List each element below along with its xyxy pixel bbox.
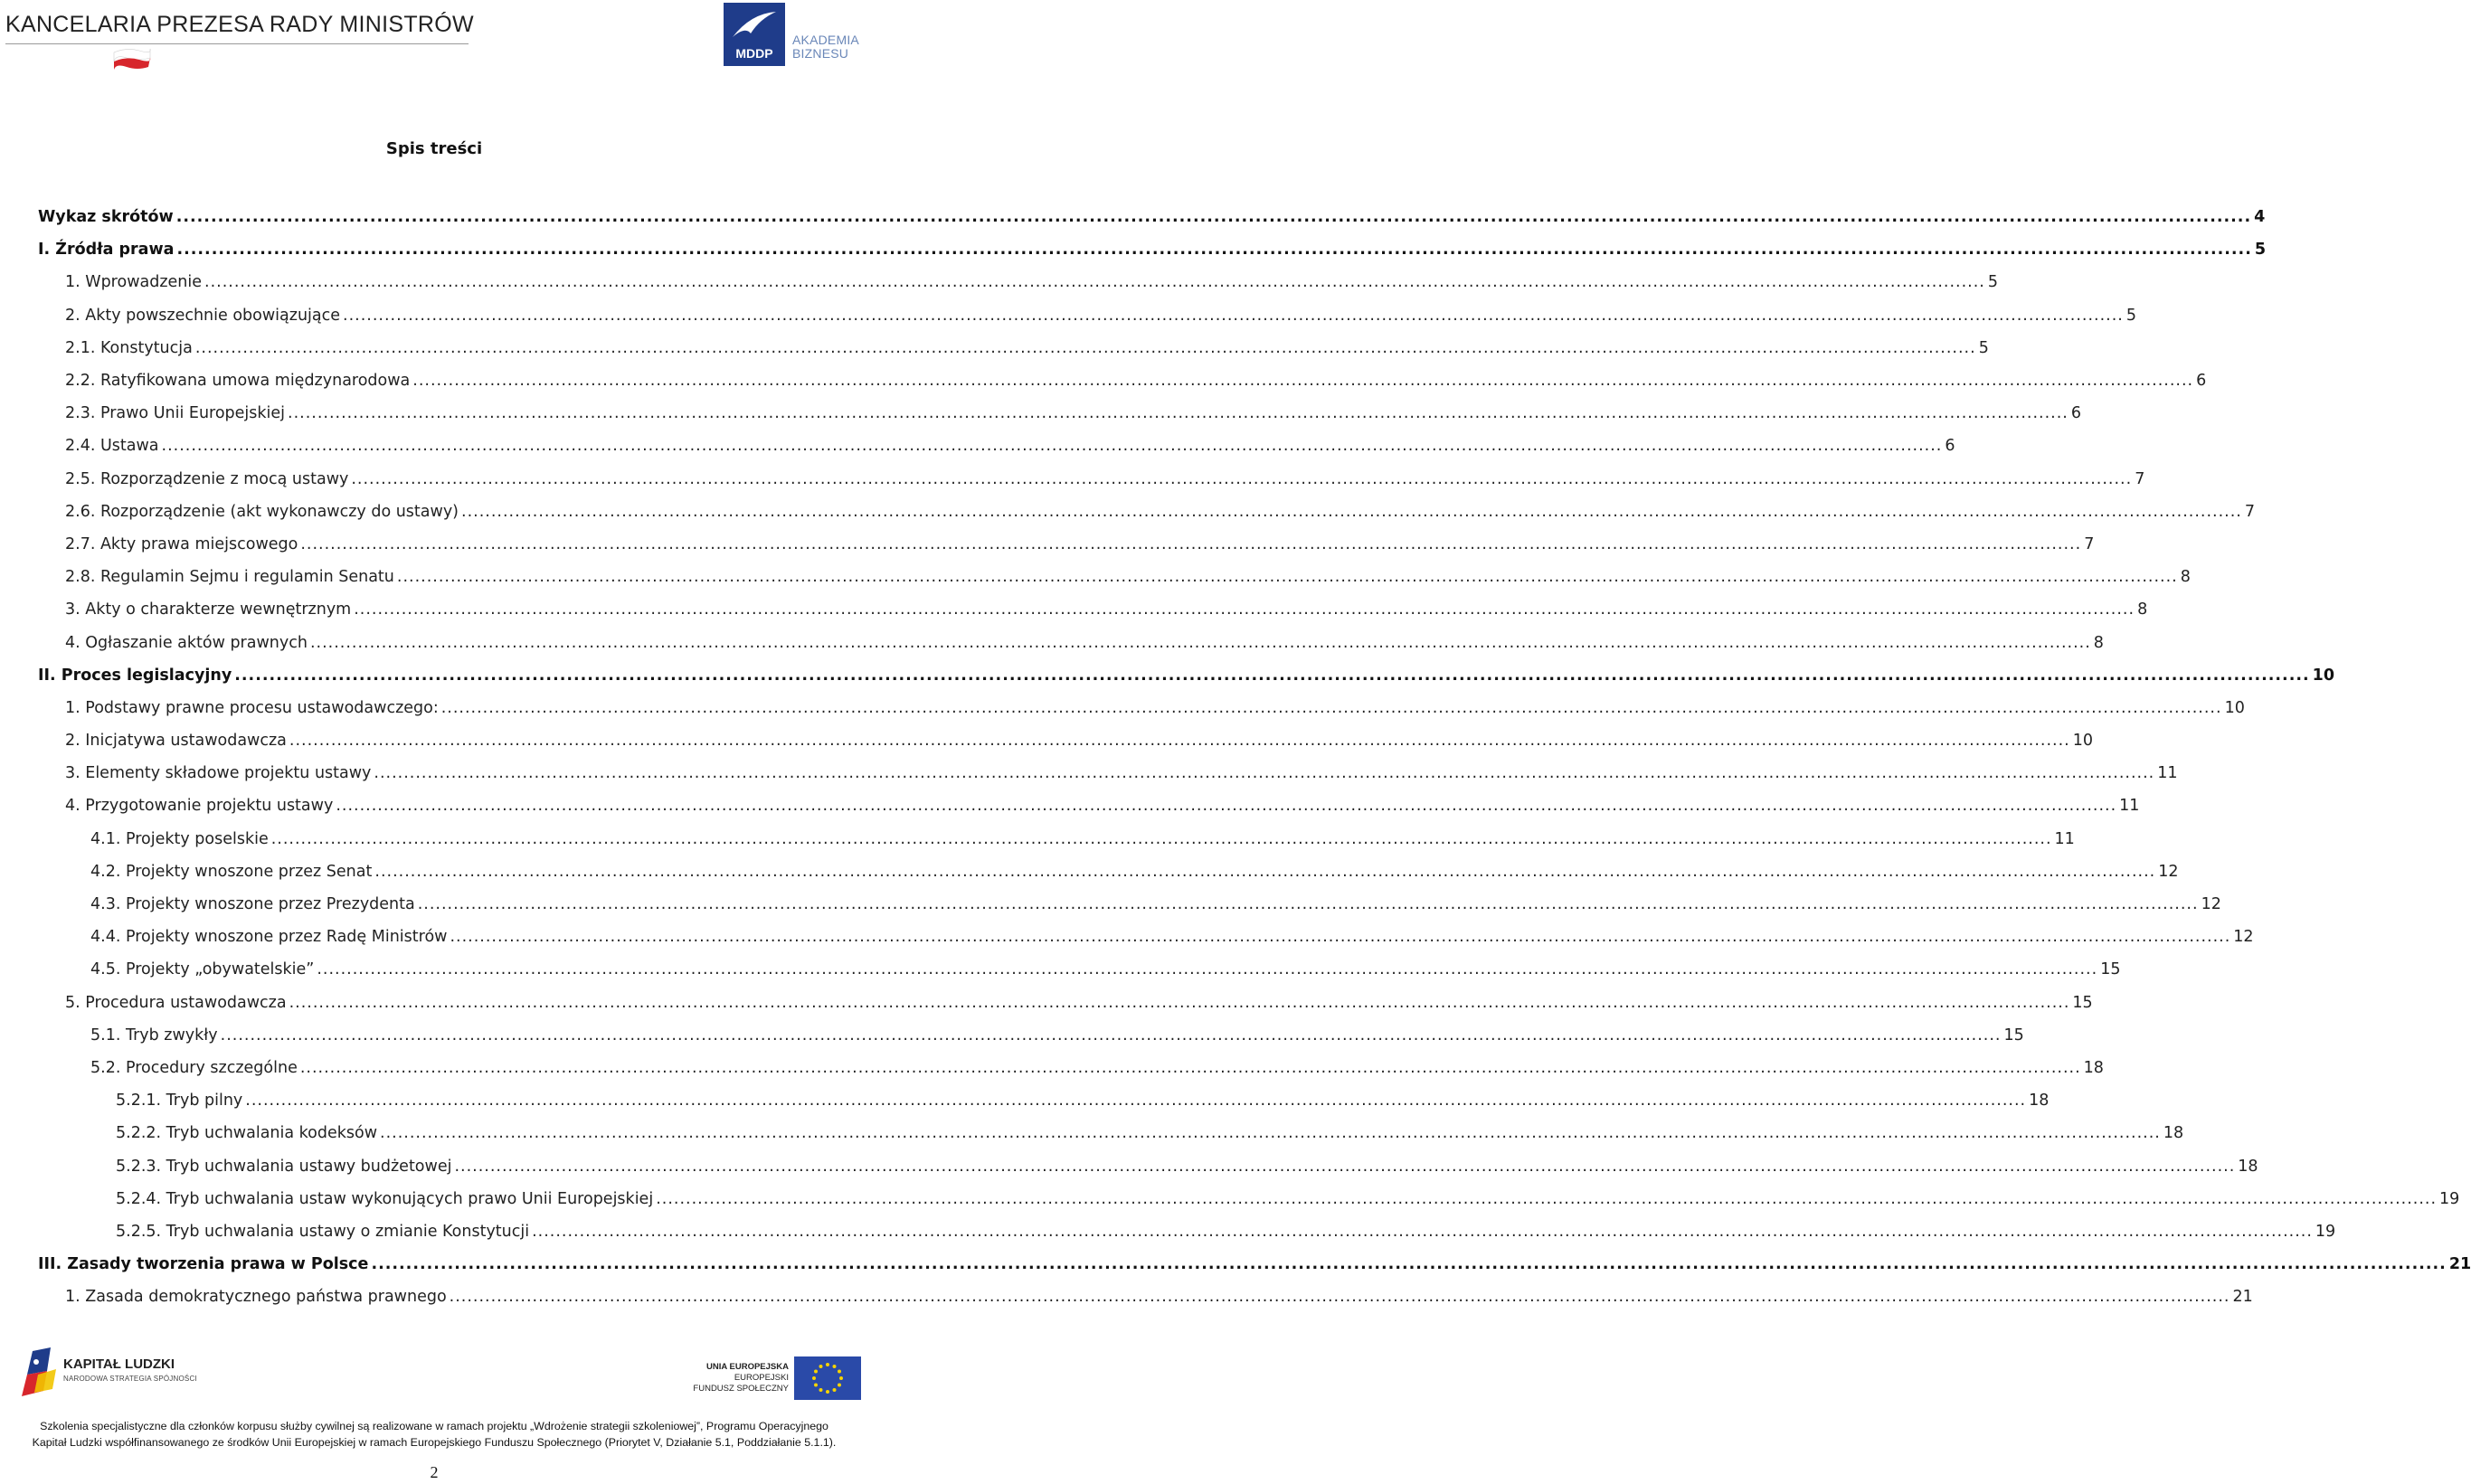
toc-entry-page: 12 [2201,895,2221,914]
toc-entry-label: 1. Zasada demokratycznego państwa prawnego [65,1288,447,1307]
toc-entry-page: 11 [2054,829,2075,848]
eu-star-icon [839,1376,843,1380]
eu-caption: UNIA EUROPEJSKA EUROPEJSKI FUNDUSZ SPOŁECZNY [693,1362,789,1394]
toc-leader-dots: ............................................................................................................................................................................................................................................................................................................ [204,273,1985,292]
toc-entry-page: 19 [2315,1222,2336,1241]
toc-leader-dots: ............................................................................................................................................................................................................................................................................................................ [396,568,2178,587]
toc-entry-label: 2.7. Akty prawa miejscowego [65,534,298,553]
toc-leader-dots: ............................................................................................................................................................................................................................................................................................................ [175,208,2252,227]
toc-leader-dots: ............................................................................................................................................................................................................................................................................................................ [656,1189,2438,1208]
toc-entry-page: 6 [2196,372,2207,391]
toc-leader-dots: ............................................................................................................................................................................................................................................................................................................ [176,241,2252,260]
toc-entry[interactable] [38,266,1998,298]
toc-leader-dots: ............................................................................................................................................................................................................................................................................................................ [299,1058,2081,1077]
header-rule [5,43,469,44]
toc-entry-page: 7 [2135,469,2145,488]
eu-star-icon [814,1370,818,1374]
institution-name: KANCELARIA PREZESA RADY MINISTRÓW [5,12,474,37]
toc-entry[interactable] [38,921,2254,953]
toc-entry-page: 10 [2312,666,2335,685]
toc-entry-label: 5.2.2. Tryb uchwalania kodeksów [116,1124,378,1143]
eu-star-icon [833,1388,837,1392]
kprm-logo [5,11,474,38]
toc-leader-dots: ............................................................................................................................................................................................................................................................................................................ [374,862,2156,881]
toc-entry[interactable] [38,496,2255,528]
toc-entry-label: 5.2.3. Tryb uchwalania ustawy budżetowej [116,1157,452,1176]
eu-logo [673,1356,861,1404]
toc-entry[interactable] [38,757,2178,789]
toc-entry[interactable] [38,1052,2104,1084]
toc-entry[interactable] [38,1281,2253,1313]
toc-leader-dots: ............................................................................................................................................................................................................................................................................................................ [417,895,2199,914]
footer-project-note: Szkolenia specjalistyczne dla członków korpusu służby cywilnej są realizowane w ramach projektu „Wdrożenie strategii szkoleniowej”, Programu Operacyjnego Kapitał Ludzki współfinansowanego ze środków Unii Europejskiej w ramach Europejskiego Funduszu Społecznego (Priorytet V, Działanie 5.1, Poddziałanie 5.1.1). [32,1420,837,1449]
toc-entry-label: I. Źródła prawa [38,241,175,260]
toc-entry-page: 5 [1987,273,1998,292]
toc-leader-dots: ............................................................................................................................................................................................................................................................................................................ [234,666,2310,685]
toc-entry-page: 15 [2003,1026,2024,1044]
toc-entry-page: 19 [2439,1189,2460,1208]
toc-leader-dots: ............................................................................................................................................................................................................................................................................................................ [300,534,2082,553]
page-number: 2 [430,1463,439,1481]
toc-leader-dots: ............................................................................................................................................................................................................................................................................................................ [270,829,2052,848]
toc-entry-page: 10 [2224,698,2245,717]
toc-leader-dots: ............................................................................................................................................................................................................................................................................................................ [161,437,1943,456]
eu-star-icon [814,1384,818,1387]
toc-leader-dots: ............................................................................................................................................................................................................................................................................................................ [374,764,2155,783]
toc-entry-page: 5 [2254,241,2267,260]
toc-entry-label: 3. Elementy składowe projektu ustawy [65,764,372,783]
toc-entry-label: 4.1. Projekty poselskie [90,829,269,848]
mddp-label: MDDP [735,46,773,61]
toc-entry[interactable] [38,1149,2258,1182]
toc-leader-dots: ............................................................................................................................................................................................................................................................................................................ [532,1222,2313,1241]
toc-entry[interactable] [38,1215,2336,1248]
toc-entry[interactable] [38,1248,2471,1281]
eu-star-icon [838,1384,841,1387]
mddp-logo [724,3,865,68]
toc-leader-dots: ............................................................................................................................................................................................................................................................................................................ [461,502,2242,521]
toc-entry-page: 7 [2084,534,2095,553]
kl-subtitle: NARODOWA STRATEGIA SPÓJNOŚCI [63,1375,197,1383]
kapital-ludzki-logo [20,1347,197,1404]
toc-entry-page: 18 [2238,1157,2258,1176]
toc-leader-dots: ............................................................................................................................................................................................................................................................................................................ [288,404,2069,423]
toc-entry[interactable] [38,1019,2024,1052]
toc-leader-dots: ............................................................................................................................................................................................................................................................................................................ [336,797,2117,816]
toc-entry[interactable] [38,692,2245,724]
toc-entry[interactable] [38,201,2266,233]
toc-leader-dots: ............................................................................................................................................................................................................................................................................................................ [380,1124,2161,1143]
eu-star-icon [838,1370,841,1374]
toc-entry-label: 2.6. Rozporządzenie (akt wykonawczy do ustawy) [65,502,459,521]
toc-title: Spis treści [385,139,483,158]
toc-entry-label: 5. Procedura ustawodawcza [65,993,287,1012]
toc-entry[interactable] [38,463,2145,496]
toc-leader-dots: ............................................................................................................................................................................................................................................................................................................ [440,698,2222,717]
toc-leader-dots: ............................................................................................................................................................................................................................................................................................................ [289,993,2070,1012]
toc-entry-label: 5.2.4. Tryb uchwalania ustaw wykonujących prawo Unii Europejskiej [116,1189,654,1208]
toc-entry[interactable] [38,659,2335,692]
toc-leader-dots: ............................................................................................................................................................................................................................................................................................................ [309,633,2091,652]
akademia-caption: AKADEMIA BIZNESU [792,33,859,61]
toc-entry[interactable] [38,561,2191,593]
eu-star-icon [826,1390,829,1394]
toc-leader-dots: ............................................................................................................................................................................................................................................................................................................ [220,1026,2002,1044]
toc-entry-page: 18 [2163,1124,2184,1143]
toc-entry-page: 4 [2254,208,2266,227]
toc-entry-label: 2.4. Ustawa [65,437,159,456]
toc-entry[interactable] [38,855,2179,888]
toc-entry-page: 12 [2233,928,2254,947]
toc-entry-label: 5.2.1. Tryb pilny [116,1092,243,1111]
toc-entry-label: 3. Akty o charakterze wewnętrznym [65,600,352,619]
toc-leader-dots: ............................................................................................................................................................................................................................................................................................................ [351,469,2133,488]
kl-title: KAPITAŁ LUDZKI [63,1356,175,1372]
toc-leader-dots: ............................................................................................................................................................................................................................................................................................................ [194,338,1976,357]
toc-entry-label: 2. Akty powszechnie obowiązujące [65,306,341,325]
toc-entry[interactable] [38,1183,2460,1215]
toc-entry-label: 5.1. Tryb zwykły [90,1026,218,1044]
toc-leader-dots: ............................................................................................................................................................................................................................................................................................................ [449,1288,2230,1307]
toc-entry[interactable] [38,332,1989,364]
toc-entry-label: 2.8. Regulamin Sejmu i regulamin Senatu [65,568,394,587]
kl-emblem-icon [20,1347,60,1404]
toc-entry[interactable] [38,233,2267,266]
toc-entry-page: 8 [2180,568,2191,587]
toc-entry-page: 21 [2232,1288,2253,1307]
eu-star-icon [826,1363,829,1366]
toc-leader-dots: ............................................................................................................................................................................................................................................................................................................ [454,1157,2236,1176]
toc-leader-dots: ............................................................................................................................................................................................................................................................................................................ [245,1092,2027,1111]
toc-entry-label: 4. Przygotowanie projektu ustawy [65,797,334,816]
toc-entry-page: 18 [2029,1092,2050,1111]
toc-entry-page: 8 [2137,600,2148,619]
table-of-contents [38,201,2471,1313]
toc-entry-label: II. Proces legislacyjny [38,666,232,685]
toc-leader-dots: ............................................................................................................................................................................................................................................................................................................ [371,1255,2447,1274]
eu-flag-icon [794,1356,861,1400]
toc-entry-label: Wykaz skrótów [38,208,174,227]
toc-entry-page: 11 [2119,797,2140,816]
toc-entry-label: 1. Wprowadzenie [65,273,203,292]
toc-entry-label: 2.2. Ratyfikowana umowa międzynarodowa [65,372,411,391]
toc-entry-page: 6 [2070,404,2082,423]
toc-entry-label: 4. Ogłaszanie aktów prawnych [65,633,308,652]
toc-entry[interactable] [38,430,1955,462]
toc-entry-page: 12 [2158,862,2179,881]
toc-entry-label: 4.3. Projekty wnoszone przez Prezydenta [90,895,415,914]
eu-star-icon [819,1388,823,1392]
toc-entry-label: 2. Inicjatywa ustawodawcza [65,732,287,751]
eu-star-icon [833,1365,837,1368]
toc-entry-label: 5.2.5. Tryb uchwalania ustawy o zmianie Konstytucji [116,1222,530,1241]
toc-entry[interactable] [38,397,2082,430]
toc-entry[interactable] [38,593,2148,626]
toc-leader-dots: ............................................................................................................................................................................................................................................................................................................ [354,600,2135,619]
toc-entry-label: 2.3. Prawo Unii Europejskiej [65,404,286,423]
toc-entry[interactable] [38,987,2093,1019]
toc-leader-dots: ............................................................................................................................................................................................................................................................................................................ [412,372,2194,391]
toc-entry-page: 15 [2072,993,2093,1012]
toc-entry-label: 1. Podstawy prawne procesu ustawodawczego: [65,698,439,717]
toc-entry[interactable] [38,626,2104,658]
toc-leader-dots: ............................................................................................................................................................................................................................................................................................................ [450,928,2231,947]
toc-entry[interactable] [38,1117,2184,1149]
toc-leader-dots: ............................................................................................................................................................................................................................................................................................................ [317,960,2098,979]
eu-star-icon [812,1376,816,1380]
toc-entry-label: 4.5. Projekty „obywatelskie” [90,960,315,979]
toc-leader-dots: ............................................................................................................................................................................................................................................................................................................ [289,732,2070,751]
toc-entry[interactable] [38,888,2221,921]
toc-entry-page: 6 [1945,437,1955,456]
toc-entry-page: 18 [2083,1058,2104,1077]
toc-entry-label: 5.2. Procedury szczególne [90,1058,298,1077]
toc-entry[interactable] [38,1084,2050,1117]
toc-entry-page: 7 [2244,502,2255,521]
toc-entry-label: III. Zasady tworzenia prawa w Polsce [38,1255,369,1274]
toc-entry-page: 5 [1978,338,1989,357]
toc-entry[interactable] [38,789,2140,822]
toc-entry-label: 4.2. Projekty wnoszone przez Senat [90,862,373,881]
toc-entry[interactable] [38,364,2207,397]
toc-entry-label: 2.1. Konstytucja [65,338,193,357]
toc-leader-dots: ............................................................................................................................................................................................................................................................................................................ [343,306,2124,325]
toc-entry[interactable] [38,299,2136,332]
bird-icon [724,6,785,46]
toc-entry[interactable] [38,953,2121,986]
eu-star-icon [819,1365,823,1368]
toc-entry[interactable] [38,528,2095,561]
mddp-logo-box [724,3,785,66]
toc-entry-label: 4.4. Projekty wnoszone przez Radę Ministrów [90,928,448,947]
polish-flag-icon [112,47,152,71]
toc-entry-page: 21 [2448,1255,2471,1274]
toc-entry[interactable] [38,823,2075,855]
toc-entry-label: 2.5. Rozporządzenie z mocą ustawy [65,469,349,488]
toc-entry-page: 15 [2100,960,2121,979]
toc-entry-page: 10 [2072,732,2093,751]
toc-entry-page: 5 [2125,306,2136,325]
toc-entry-page: 11 [2157,764,2178,783]
toc-entry-page: 8 [2093,633,2104,652]
toc-entry[interactable] [38,724,2093,757]
